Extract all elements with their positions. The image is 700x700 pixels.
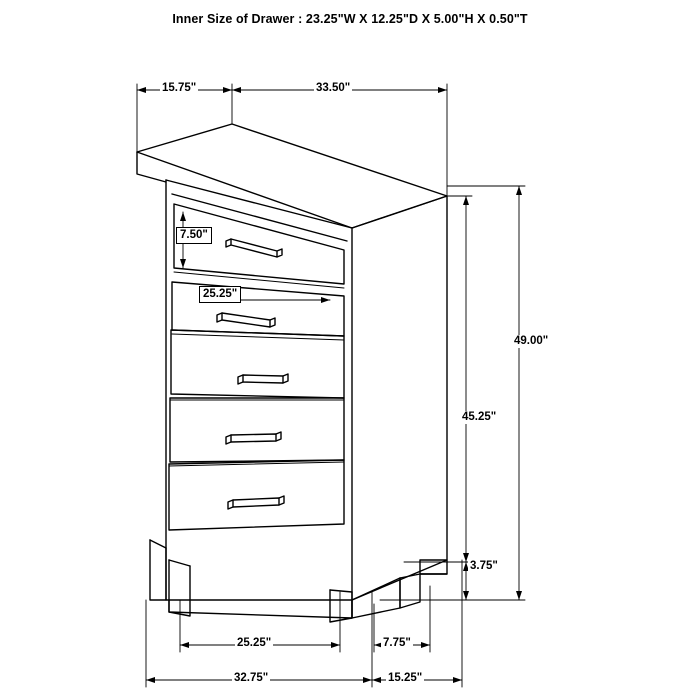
dim-overall-depth: 15.25": [388, 672, 423, 684]
dim-drawer-height: 7.50": [176, 227, 212, 244]
dim-drawer-stack-height: 45.25": [462, 411, 497, 423]
dim-overall-width: 32.75": [234, 672, 269, 684]
dim-top-width: 33.50": [316, 82, 351, 94]
dim-drawer-width: 25.25": [199, 286, 241, 303]
dim-base-side-depth: 7.75": [383, 637, 411, 649]
page-title: Inner Size of Drawer : 23.25"W X 12.25"D X 5.00"H X 0.50"T: [172, 12, 528, 26]
dim-base-front-width: 25.25": [237, 637, 272, 649]
dim-total-height: 49.00": [514, 335, 549, 347]
dim-leg-height: 3.75": [470, 560, 498, 572]
dim-top-depth: 15.75": [162, 82, 197, 94]
